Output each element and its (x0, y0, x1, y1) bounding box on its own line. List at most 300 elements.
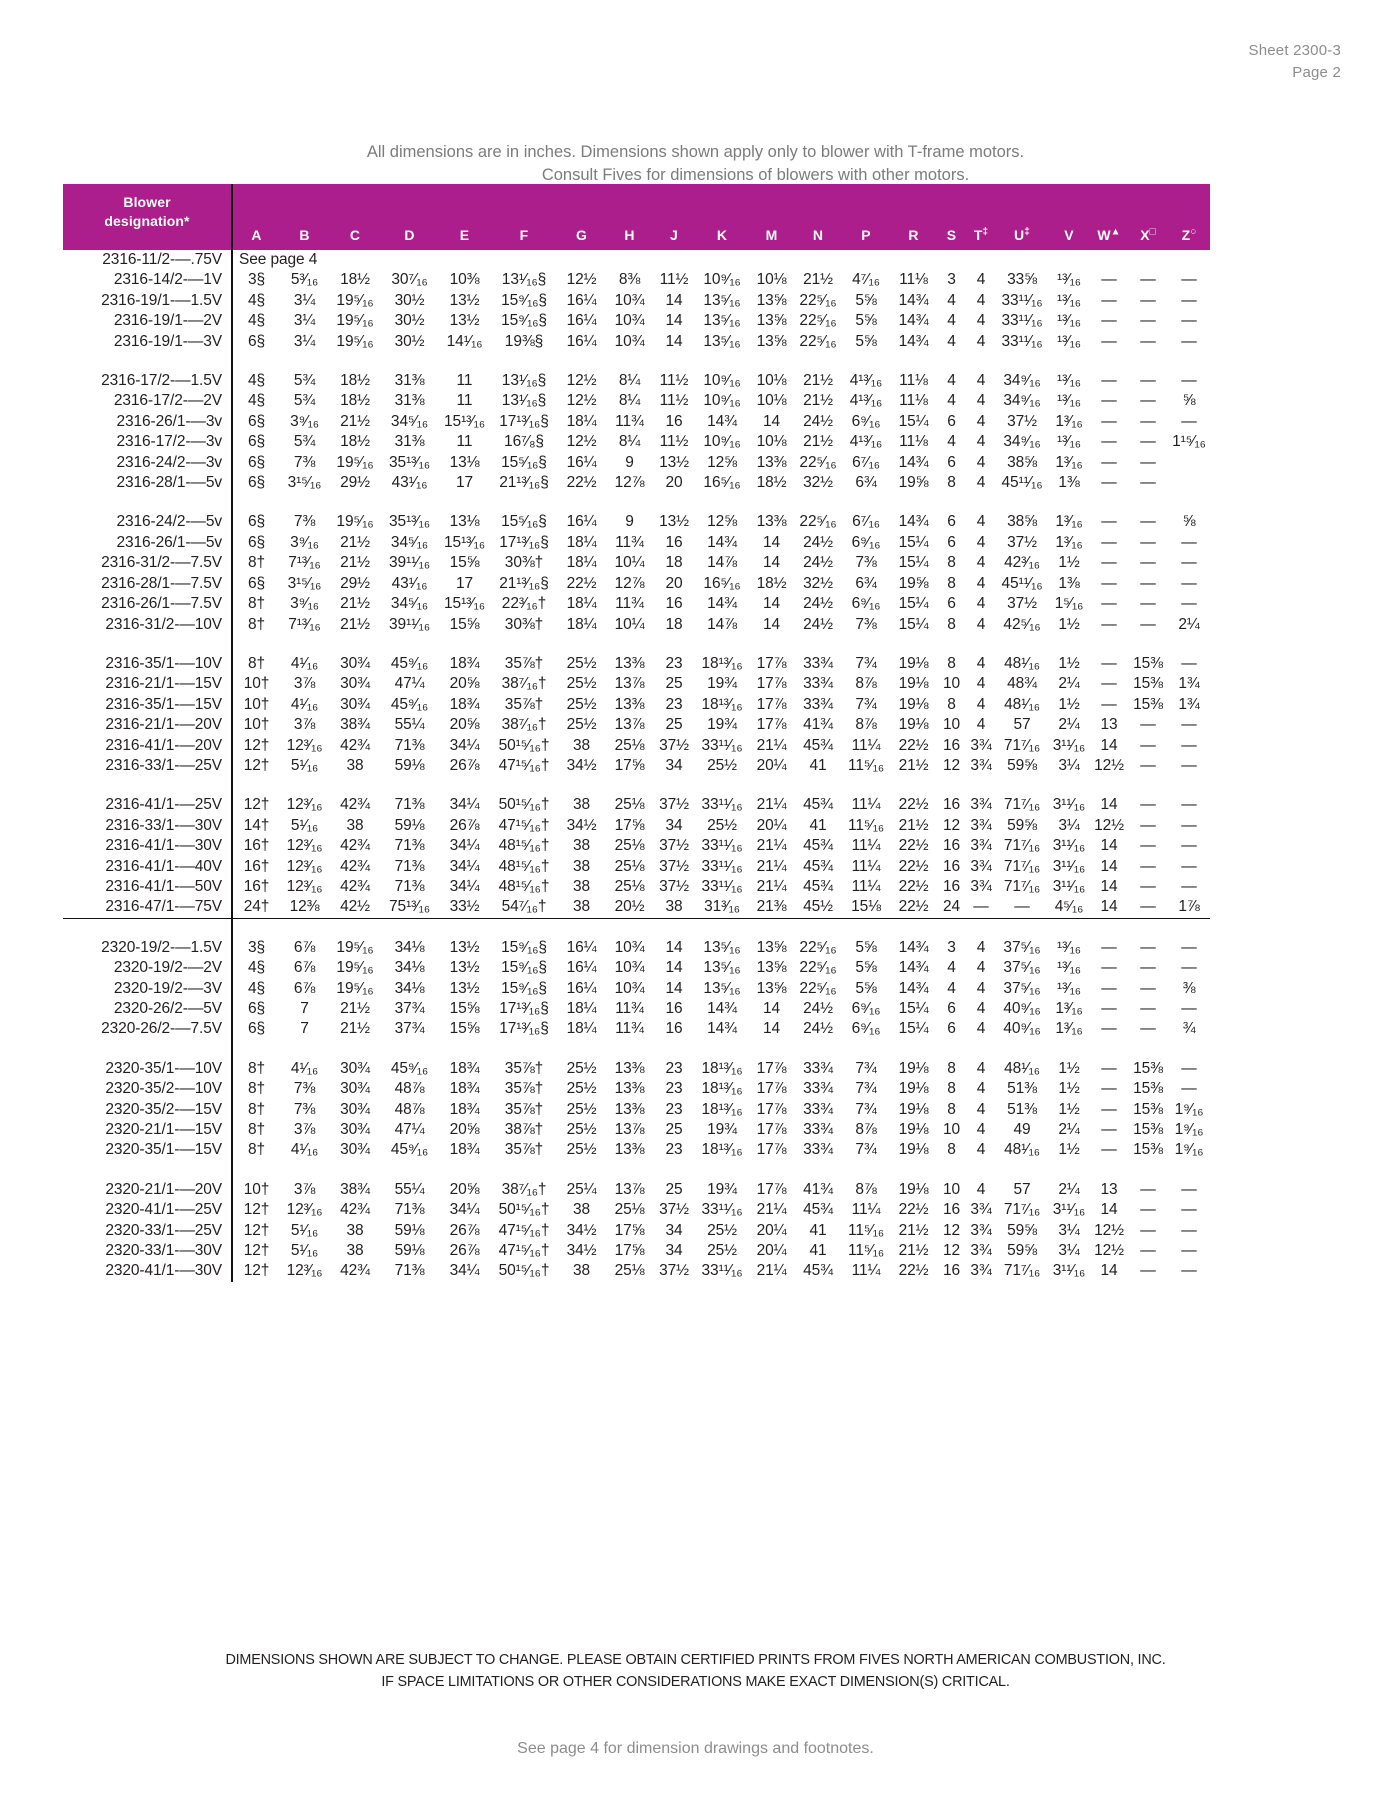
dim-cell-j: 25 (665, 716, 683, 734)
dim-cell-t: 4 (976, 938, 986, 956)
dim-cell-e: 26⅞ (449, 1242, 480, 1260)
dim-cell-j: 16 (665, 1000, 683, 1017)
dim-cell-e: 18¾ (449, 1059, 480, 1077)
blower-designation: 2316-14/2-—1V (63, 270, 232, 290)
dim-cell-k: 13⁵⁄₁₆ (703, 312, 741, 330)
dim-cell-f: 30⅜† (504, 615, 544, 633)
dim-cell-k: 19¾ (707, 1121, 737, 1139)
dim-cell-k: 14¾ (707, 1020, 737, 1038)
dim-cell-u: 59⅝ (1007, 756, 1037, 774)
blower-designation: 2316-47/1-—75V (63, 897, 232, 918)
dim-cell-f: 50¹⁵⁄₁₆† (498, 796, 550, 814)
dim-cell-w: — (1101, 291, 1117, 309)
dim-cell-r: 14¾ (898, 312, 929, 330)
dim-cell-u: 57 (1013, 716, 1031, 734)
dim-cell-a: 6§ (247, 1020, 266, 1038)
dim-cell-d: 39¹¹⁄₁₆ (389, 615, 430, 633)
dim-cell-s: 12 (942, 1242, 961, 1260)
dim-cell-r: 15¼ (898, 595, 929, 613)
dim-cell-b: 3⁹⁄₁₆ (290, 533, 319, 551)
dim-cell-g: 38 (572, 736, 591, 754)
dim-cell-u: 34⁹⁄₁₆ (1003, 372, 1041, 390)
dim-cell-u: 59⅝ (1007, 1242, 1037, 1260)
row-note: See page 4 (239, 251, 318, 268)
dim-cell-b: 6⅞ (293, 959, 316, 977)
dim-cell-k: 10⁹⁄₁₆ (703, 271, 741, 289)
dim-cell-e: 18¾ (449, 1141, 480, 1159)
dim-cell-e: 18¾ (449, 654, 480, 672)
dim-cell-a: 10† (243, 695, 270, 713)
dim-cell-s: 4 (947, 372, 956, 390)
dim-cell-e: 11 (456, 372, 473, 390)
dim-cell-m: 21¼ (756, 877, 787, 895)
dim-cell-u: 45¹¹⁄₁₆ (1001, 474, 1043, 492)
dim-cell-k: 33¹¹⁄₁₆ (701, 1201, 743, 1219)
dim-cell-j: 14 (665, 291, 683, 309)
dim-cell-x: — (1140, 1262, 1156, 1280)
row-spacer-cells (232, 919, 1210, 938)
dim-cell-t: 4 (976, 1000, 986, 1017)
dim-cell-x: — (1140, 877, 1156, 895)
dim-cell-v: 1½ (1058, 1100, 1080, 1118)
dim-cell-c: 19⁵⁄₁₆ (336, 453, 374, 471)
dim-cell-c: 42¾ (340, 736, 370, 754)
dim-cell-m: 17⅞ (756, 1141, 787, 1159)
dim-cell-f: 19⅜§ (504, 332, 544, 350)
dim-cell-j: 23 (665, 695, 683, 713)
dim-cell-k: 16⁵⁄₁₆ (703, 474, 741, 492)
dim-cell-a: 12† (243, 1201, 270, 1219)
blower-designation: 2320-35/1-—10V (63, 1059, 232, 1079)
dim-cell-m: 21⅜ (756, 898, 787, 916)
dim-cell-r: 21½ (898, 756, 929, 774)
dim-cell-v: ¹³⁄₁₆ (1057, 332, 1081, 350)
dim-cell-p: 7¾ (855, 1100, 877, 1118)
dim-cell-j: 37½ (659, 857, 689, 875)
dim-cell-s: 8 (947, 554, 956, 572)
dim-cell-b: 4¹⁄₁₆ (290, 695, 319, 713)
dim-cell-w: — (1101, 615, 1117, 633)
blower-designation: 2316-31/2-—7.5V (63, 553, 232, 573)
dim-cell-p: 11¼ (851, 796, 881, 814)
dim-cell-m: 14 (762, 1000, 781, 1017)
dim-cell-j: 18 (665, 615, 683, 633)
dim-cell-k: 14⅞ (707, 615, 737, 633)
dim-cell-r: 22½ (898, 898, 929, 916)
dim-cell-b: 5¹⁄₁₆ (290, 756, 319, 774)
dim-cell-g: 22½ (566, 474, 597, 492)
dim-cell-a: 6§ (247, 412, 266, 430)
dim-cell-b: 12³⁄₁₆ (286, 877, 323, 895)
dim-cell-z: — (1181, 1059, 1197, 1077)
dim-cell-g: 34½ (566, 1221, 597, 1239)
dim-cell-w: 14 (1100, 898, 1118, 916)
dim-cell-t: 4 (976, 1100, 986, 1118)
dim-cell-n: 33¾ (803, 1059, 833, 1077)
dim-cell-k: 12⅝ (707, 513, 737, 531)
dim-cell-f: 48¹⁵⁄₁₆† (498, 877, 550, 895)
table-row (63, 816, 1210, 836)
dim-cell-b: 5¾ (293, 372, 316, 390)
dim-cell-g: 16¼ (566, 312, 597, 330)
dim-cell-k: 13⁵⁄₁₆ (703, 959, 741, 977)
dim-cell-a: 8† (247, 554, 266, 572)
table-row (63, 250, 1210, 270)
dim-cell-v: ¹³⁄₁₆ (1057, 271, 1081, 289)
dim-cell-c: 18½ (340, 392, 370, 410)
dim-cell-a: 24† (243, 898, 270, 916)
dim-cell-b: 3¼ (293, 312, 316, 330)
dim-cell-p: 5⅝ (855, 312, 877, 330)
dim-cell-d: 31⅜ (394, 392, 425, 410)
dim-cell-f: 35⅞† (504, 1059, 544, 1077)
dim-cell-s: 10 (942, 675, 961, 693)
dim-cell-j: 37½ (659, 736, 689, 754)
dim-cell-s: 16 (942, 877, 961, 895)
dim-cell-p: 15⅛ (851, 898, 881, 916)
dim-cell-g: 18¼ (566, 1000, 597, 1017)
dim-cell-r: 14¾ (898, 453, 929, 471)
dim-cell-f: 38⁷⁄₁₆† (501, 675, 547, 693)
dim-cell-f: 35⅞† (504, 1080, 544, 1098)
dim-cell-n: 41¾ (803, 1180, 833, 1198)
dim-cell-c: 30¾ (340, 1059, 370, 1077)
dim-cell-t: 4 (976, 291, 986, 309)
dim-cell-j: 37½ (659, 877, 689, 895)
dim-cell-e: 34¼ (449, 837, 480, 855)
column-header-e: E (459, 227, 470, 243)
dim-cell-w: — (1101, 675, 1117, 693)
blower-designation: 2316-17/2-—1.5V (63, 371, 232, 391)
dim-cell-u: 33¹¹⁄₁₆ (1001, 291, 1043, 309)
dim-cell-b: 7⅜ (293, 453, 316, 471)
dim-cell-c: 19⁵⁄₁₆ (336, 312, 374, 330)
blower-designation: 2316-26/1-—3v (63, 412, 232, 432)
table-row (63, 1241, 1210, 1261)
dim-cell-n: 22⁵⁄₁₆ (799, 513, 837, 531)
dim-cell-x: 15⅜ (1133, 1121, 1163, 1139)
dim-cell-b: 3⁹⁄₁₆ (290, 595, 319, 613)
dim-cell-n: 45½ (803, 898, 833, 916)
dim-cell-a: 8† (247, 1141, 266, 1159)
dim-cell-w: — (1101, 979, 1117, 997)
dim-cell-m: 13⅜ (756, 513, 787, 531)
dim-cell-h: 8¼ (618, 433, 641, 451)
dim-cell-t: 4 (976, 716, 986, 734)
dim-cell-x: — (1140, 533, 1156, 551)
dim-cell-c: 21½ (340, 595, 370, 613)
dim-cell-f: 30⅜† (504, 554, 544, 572)
dim-cell-a: 12† (243, 756, 270, 774)
column-header-mark: ‡ (982, 226, 989, 238)
dim-cell-f: 48¹⁵⁄₁₆† (498, 857, 550, 875)
dim-cell-r: 11⅛ (899, 433, 928, 451)
dim-cell-d: 31⅜ (394, 433, 425, 451)
dim-cell-j: 23 (665, 1100, 683, 1118)
dim-cell-u: 33¹¹⁄₁₆ (1001, 332, 1043, 350)
dim-cell-t: 4 (976, 574, 986, 592)
dim-cell-n: 22⁵⁄₁₆ (799, 332, 837, 350)
column-header-b: B (299, 227, 310, 243)
dim-cell-j: 14 (665, 312, 683, 330)
dim-cell-x: — (1140, 453, 1156, 471)
dim-cell-h: 13⅜ (614, 654, 645, 672)
column-header-p: P (861, 227, 871, 243)
dim-cell-r: 19⅝ (898, 474, 929, 492)
dim-cell-p: 7⅜ (855, 615, 877, 633)
dim-cell-d: 34⁵⁄₁₆ (390, 595, 429, 613)
dim-cell-a: 12† (243, 736, 270, 754)
dim-cell-n: 22⁵⁄₁₆ (799, 938, 837, 956)
dim-cell-v: 3¼ (1058, 1221, 1080, 1239)
dim-cell-g: 18¼ (566, 533, 597, 551)
dim-cell-p: 11¼ (851, 1201, 881, 1219)
dim-cell-x: 15⅜ (1133, 1059, 1163, 1077)
dim-cell-w: — (1101, 695, 1117, 713)
dim-cell-r: 19⅛ (898, 654, 929, 672)
dim-cell-u: 57 (1013, 1180, 1031, 1198)
dim-cell-u: 48¹⁄₁₆ (1004, 695, 1040, 713)
dim-cell-m: 10⅛ (756, 433, 787, 451)
dim-cell-k: 33¹¹⁄₁₆ (701, 877, 743, 895)
dim-cell-r: 19⅛ (898, 695, 929, 713)
dim-cell-x: — (1140, 959, 1156, 977)
dim-cell-d: 55¼ (394, 1180, 425, 1198)
blower-designation: 2316-41/1-—40V (63, 857, 232, 877)
dim-cell-p: 11¼ (851, 857, 881, 875)
dim-cell-s: 8 (947, 1141, 956, 1159)
dim-cell-b: 7¹³⁄₁₆ (288, 554, 321, 572)
table-row (63, 512, 1210, 532)
dim-cell-n: 41 (809, 756, 827, 774)
dim-cell-f: 17¹³⁄₁₆§ (499, 1020, 549, 1038)
dim-cell-a: 16† (243, 877, 270, 895)
dim-cell-c: 42¾ (340, 837, 370, 855)
dim-cell-k: 13⁵⁄₁₆ (703, 979, 741, 997)
dim-cell-j: 34 (665, 816, 683, 834)
dim-cell-j: 25 (665, 1180, 683, 1198)
table-row (63, 897, 1210, 918)
row-spacer-cells (232, 635, 1210, 654)
dim-cell-v: 1½ (1058, 1080, 1080, 1098)
dim-cell-d: 45⁹⁄₁₆ (390, 695, 429, 713)
blower-designation: 2316-24/2-—3v (63, 453, 232, 473)
dim-cell-c: 29½ (340, 474, 370, 492)
dim-cell-p: 6⁹⁄₁₆ (851, 1020, 881, 1038)
dim-cell-w: — (1101, 1059, 1117, 1077)
dim-cell-x: — (1140, 1201, 1156, 1219)
dim-cell-r: 22½ (898, 796, 929, 814)
dim-cell-e: 13½ (449, 938, 480, 956)
dim-cell-u: 40⁹⁄₁₆ (1003, 1020, 1041, 1038)
dim-cell-c: 21½ (340, 554, 370, 572)
dim-cell-m: 10⅛ (756, 271, 787, 289)
dim-cell-u: 48¹⁄₁₆ (1004, 1059, 1040, 1077)
dim-cell-t: 4 (976, 474, 986, 492)
column-header-m: M (765, 227, 778, 243)
designation-header-line-2: designation* (104, 212, 190, 229)
dim-cell-a: 6§ (247, 513, 266, 531)
dim-cell-s: 3 (947, 271, 956, 289)
dim-cell-z: 1⁹⁄₁₆ (1174, 1141, 1204, 1159)
dim-cell-d: 55¼ (394, 716, 425, 734)
dim-cell-k: 14¾ (707, 533, 737, 551)
dim-cell-v: 3¹¹⁄₁₆ (1052, 857, 1086, 875)
dim-cell-z: — (1181, 412, 1197, 430)
table-row (63, 291, 1210, 311)
dim-cell-h: 13⅞ (614, 1180, 645, 1198)
dim-cell-w: — (1101, 1080, 1117, 1098)
dim-cell-e: 11 (456, 433, 473, 451)
dim-cell-v: 4⁵⁄₁₆ (1054, 898, 1084, 916)
dim-cell-c: 38¾ (340, 716, 370, 734)
dim-cell-n: 21½ (803, 392, 833, 410)
dim-cell-r: 14¾ (898, 938, 929, 956)
legal-note (0, 1650, 1391, 1693)
dim-cell-c: 38 (346, 1221, 364, 1239)
row-spacer-designation (63, 352, 232, 371)
dim-cell-d: 31⅜ (394, 372, 425, 390)
dim-cell-p: 4¹³⁄₁₆ (849, 433, 883, 451)
blower-designation: 2320-35/2-—15V (63, 1100, 232, 1120)
dim-cell-h: 25⅛ (614, 877, 645, 895)
dim-cell-c: 42½ (340, 898, 370, 916)
dim-cell-g: 16¼ (566, 332, 597, 350)
dim-cell-u: 37½ (1007, 595, 1037, 613)
dim-cell-c: 29½ (340, 574, 370, 592)
dim-cell-k: 25½ (707, 1221, 737, 1239)
dim-cell-d: 35¹³⁄₁₆ (389, 513, 430, 531)
blower-designation: 2316-41/1-—50V (63, 877, 232, 897)
dim-cell-z: ¾ (1182, 1020, 1196, 1038)
dim-cell-w: 14 (1100, 1201, 1118, 1219)
dim-cell-p: 6⁷⁄₁₆ (852, 453, 880, 471)
dim-cell-p: 7¾ (855, 695, 877, 713)
dim-cell-f: 21¹³⁄₁₆§ (499, 574, 549, 592)
dim-cell-m: 20¼ (756, 1242, 787, 1260)
dim-cell-t: 4 (976, 332, 986, 350)
dim-cell-u: 49 (1013, 1121, 1031, 1139)
dim-cell-m: 20¼ (756, 1221, 787, 1239)
dim-cell-b: 4¹⁄₁₆ (290, 1141, 319, 1159)
dim-cell-z: — (1181, 654, 1197, 672)
blower-designation: 2316-41/1-—25V (63, 795, 232, 815)
dim-cell-g: 34½ (566, 816, 597, 834)
dim-cell-g: 25½ (566, 1121, 597, 1139)
dim-cell-t: 3¾ (970, 1242, 992, 1260)
dim-cell-v: ¹³⁄₁₆ (1057, 372, 1081, 390)
dim-cell-r: 11⅛ (899, 372, 928, 390)
dim-cell-t: 4 (976, 554, 986, 572)
dim-cell-n: 33¾ (803, 654, 833, 672)
table-row (63, 654, 1210, 674)
dim-cell-n: 24½ (803, 615, 833, 633)
dim-cell-h: 20½ (614, 898, 645, 916)
dim-cell-r: 15¼ (898, 554, 929, 572)
dim-cell-m: 14 (762, 554, 781, 572)
dim-cell-x: — (1140, 271, 1156, 289)
dim-cell-c: 21½ (340, 1000, 370, 1017)
dim-cell-x: — (1140, 1221, 1156, 1239)
row-spacer-designation (63, 1161, 232, 1180)
dim-cell-t: 4 (976, 595, 986, 613)
column-header-n: N (812, 227, 824, 243)
dim-cell-z: ⅝ (1182, 513, 1196, 531)
dim-cell-w: — (1101, 1020, 1117, 1038)
table-row (63, 473, 1210, 493)
dim-cell-d: 30½ (394, 291, 425, 309)
dim-cell-m: 17⅞ (756, 654, 787, 672)
dim-cell-x: 15⅜ (1133, 695, 1163, 713)
dim-cell-j: 37½ (659, 1201, 689, 1219)
dim-cell-w: — (1101, 474, 1117, 492)
dim-cell-d: 39¹¹⁄₁₆ (389, 554, 430, 572)
dim-cell-a: 8† (247, 1059, 266, 1077)
dim-cell-b: 7⅜ (293, 1080, 316, 1098)
dim-cell-g: 25½ (566, 695, 597, 713)
dim-cell-c: 19⁵⁄₁₆ (336, 332, 374, 350)
dim-cell-m: 21¼ (756, 1262, 787, 1280)
dim-cell-k: 18¹³⁄₁₆ (701, 654, 743, 672)
dim-cell-r: 22½ (898, 1262, 929, 1280)
dim-cell-s: 4 (947, 312, 956, 330)
dim-cell-j: 13½ (659, 513, 689, 531)
dim-cell-w: — (1101, 554, 1117, 572)
dim-cell-s: 4 (947, 291, 956, 309)
row-spacer (63, 635, 1210, 654)
dim-cell-x: — (1140, 979, 1156, 997)
dim-cell-b: 5¾ (293, 433, 316, 451)
table-row (63, 979, 1210, 999)
dim-cell-j: 37½ (659, 1262, 689, 1280)
table-body (63, 250, 1210, 1282)
dim-cell-f: 21¹³⁄₁₆§ (499, 474, 549, 492)
dim-cell-x: — (1140, 1000, 1156, 1017)
row-spacer (63, 1040, 1210, 1059)
row-spacer-cells (232, 493, 1210, 512)
dim-cell-v: 3¹¹⁄₁₆ (1052, 1201, 1086, 1219)
dim-cell-p: 6⁹⁄₁₆ (851, 412, 881, 430)
dim-cell-u: 34⁹⁄₁₆ (1003, 433, 1041, 451)
dim-cell-n: 33¾ (803, 675, 833, 693)
dim-cell-k: 25½ (707, 1242, 737, 1260)
dim-cell-w: 12½ (1094, 1221, 1124, 1239)
dim-cell-w: 14 (1100, 1262, 1118, 1280)
dim-cell-r: 19⅛ (898, 716, 929, 734)
dim-cell-c: 21½ (340, 1020, 370, 1038)
dim-cell-k: 13⁵⁄₁₆ (703, 291, 741, 309)
dim-cell-p: 11⁵⁄₁₆ (848, 816, 884, 834)
dim-cell-e: 34¼ (449, 877, 480, 895)
row-spacer-designation (63, 1040, 232, 1059)
dim-cell-d: 71⅜ (394, 837, 425, 855)
dim-cell-g: 18¼ (566, 412, 597, 430)
dim-cell-r: 21½ (898, 1221, 929, 1239)
row-spacer-cells (232, 1040, 1210, 1059)
dim-cell-m: 17⅞ (756, 695, 787, 713)
dim-cell-n: 45¾ (803, 796, 833, 814)
dim-cell-v: ¹³⁄₁₆ (1057, 959, 1081, 977)
dim-cell-z: — (1181, 291, 1197, 309)
dim-cell-v: 1½ (1058, 1141, 1080, 1159)
dim-cell-x: — (1140, 857, 1156, 875)
dim-cell-w: 12½ (1094, 756, 1124, 774)
dim-cell-s: 12 (942, 816, 961, 834)
dim-cell-w: — (1101, 312, 1117, 330)
dim-cell-r: 11⅛ (899, 271, 928, 289)
blower-designation: 2316-26/1-—7.5V (63, 594, 232, 614)
dim-cell-v: 3¹¹⁄₁₆ (1052, 837, 1086, 855)
